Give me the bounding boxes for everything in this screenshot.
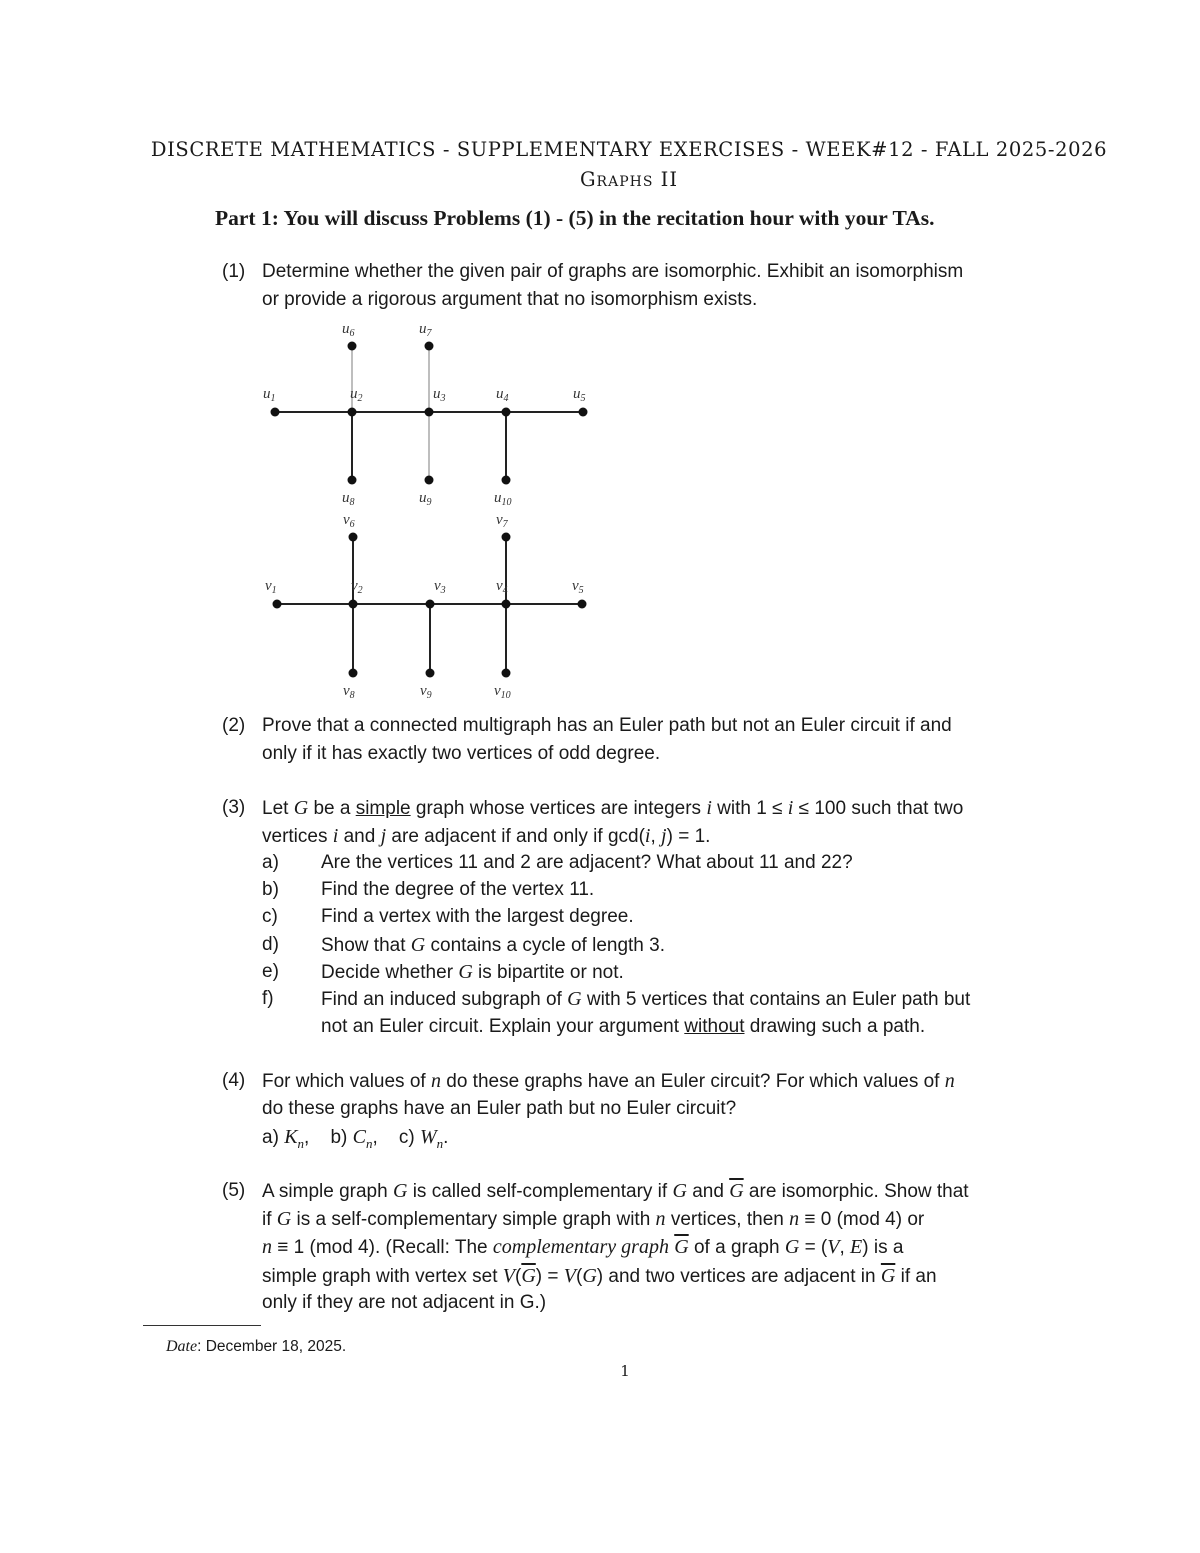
problem-1-number: (1) bbox=[222, 261, 246, 282]
problem-4-number: (4) bbox=[222, 1070, 246, 1091]
problem-3-number: (3) bbox=[222, 797, 246, 818]
v-vertex-4 bbox=[502, 600, 511, 609]
v-vertex-label-5: $v_5$ bbox=[572, 578, 584, 596]
v-vertex-label-2: $v_2$ bbox=[351, 578, 363, 596]
subtitle-text: Graphs II bbox=[579, 168, 679, 191]
problem-5-line-4: simple graph with vertex set $V(\overline{G}) = V(G)$ and two vertices are adjacent in $\overline{G}$ if an bbox=[262, 1265, 937, 1287]
u-vertex-4 bbox=[502, 408, 511, 417]
u-vertex-3 bbox=[425, 408, 434, 417]
problem-3c-text: Find a vertex with the largest degree. bbox=[321, 906, 634, 927]
v-vertex-1 bbox=[273, 600, 282, 609]
v-vertex-5 bbox=[578, 600, 587, 609]
u-vertex-label-10: $u_{10}$ bbox=[494, 490, 512, 508]
u-vertex-8 bbox=[348, 476, 357, 485]
graph-v bbox=[265, 512, 587, 701]
u-vertex-label-7: $u_7$ bbox=[419, 321, 432, 339]
v-vertex-label-3: $v_3$ bbox=[434, 578, 446, 596]
u-vertex-9 bbox=[425, 476, 434, 485]
problem-3d-text: Show that G contains a cycle of length 3. bbox=[321, 934, 665, 956]
u-vertex-label-6: $u_6$ bbox=[342, 321, 355, 339]
problem-3e-text: Decide whether G is bipartite or not. bbox=[321, 961, 624, 983]
page-number: 1 bbox=[620, 1362, 630, 1380]
simple-underlined: simple bbox=[355, 798, 411, 819]
without-underlined: without bbox=[684, 1016, 745, 1037]
footnote-date: Date: December 18, 2025. bbox=[166, 1338, 347, 1355]
problem-2-number: (2) bbox=[222, 715, 246, 736]
v-vertex-6 bbox=[349, 533, 358, 542]
v-vertex-label-6: $v_6$ bbox=[343, 512, 355, 530]
v-vertex-3 bbox=[426, 600, 435, 609]
problem-5-line-3: n ≡ 1 (mod 4). (Recall: The complementary graph $\overline{G}$ of a graph G = (V, E) is a bbox=[262, 1236, 904, 1258]
v-vertex-8 bbox=[349, 669, 358, 678]
problem-4-line-1: For which values of n do these graphs have an Euler circuit? For which values of n bbox=[262, 1070, 955, 1092]
document-title: DISCRETE MATHEMATICS - SUPPLEMENTARY EXERCISES - WEEK#12 - FALL 2025-2026 bbox=[150, 138, 1108, 161]
problem-5-line-1: A simple graph G is called self-complementary if G and $\overline{G}$ are isomorphic. Show that bbox=[262, 1180, 969, 1202]
isomorphism-figure bbox=[0, 0, 1200, 720]
problem-2-line-1: Prove that a connected multigraph has an Euler path but not an Euler circuit if and bbox=[262, 715, 952, 736]
part-heading: Part 1: You will discuss Problems (1) - (5) in the recitation hour with your TAs. bbox=[215, 206, 935, 230]
problem-5-number: (5) bbox=[222, 1180, 246, 1201]
graph-u bbox=[263, 321, 588, 508]
v-vertex-label-8: $v_8$ bbox=[343, 683, 355, 701]
problem-4-line-2: do these graphs have an Euler path but no Euler circuit? bbox=[262, 1098, 737, 1119]
v-vertex-10 bbox=[502, 669, 511, 678]
v-vertex-9 bbox=[426, 669, 435, 678]
problem-3a-text: Are the vertices 11 and 2 are adjacent? What about 11 and 22? bbox=[321, 852, 853, 873]
problem-4-line-3: a) $K_n$, b) $C_n$, c) $W_n$. bbox=[262, 1126, 449, 1151]
problem-3f-text: Find an induced subgraph of G with 5 vertices that contains an Euler path but bbox=[321, 988, 971, 1010]
problem-3-line-2: vertices i and j are adjacent if and only if gcd(i, j) = 1. bbox=[262, 825, 711, 847]
problem-3-line-1: Let G be a simple graph whose vertices are integers i with 1 ≤ i ≤ 100 such that two bbox=[262, 797, 964, 819]
problem-3d-label: d) bbox=[262, 934, 279, 955]
v-vertex-7 bbox=[502, 533, 511, 542]
u-vertex-2 bbox=[348, 408, 357, 417]
v-vertex-label-4: $v_4$ bbox=[496, 578, 508, 596]
problem-1-line-2: or provide a rigorous argument that no isomorphism exists. bbox=[262, 289, 758, 310]
v-vertex-label-1: $v_1$ bbox=[265, 578, 277, 596]
u-vertex-5 bbox=[579, 408, 588, 417]
v-vertex-label-10: $v_{10}$ bbox=[494, 683, 511, 701]
problem-3a-label: a) bbox=[262, 852, 279, 873]
v-vertex-label-7: $v_7$ bbox=[496, 512, 508, 530]
problem-5-line-2: if G is a self-complementary simple graph with n vertices, then n ≡ 0 (mod 4) or bbox=[262, 1208, 925, 1230]
u-vertex-label-2: $u_2$ bbox=[350, 386, 363, 404]
u-vertex-label-8: $u_8$ bbox=[342, 490, 355, 508]
problem-5-line-5: only if they are not adjacent in G.) bbox=[262, 1292, 547, 1313]
footnote-rule bbox=[143, 1325, 261, 1326]
v-vertex-label-9: $v_9$ bbox=[420, 683, 432, 701]
problem-3f-text-2: not an Euler circuit. Explain your argument without drawing such a path. bbox=[321, 1016, 926, 1037]
u-vertex-10 bbox=[502, 476, 511, 485]
problem-3e-label: e) bbox=[262, 961, 279, 982]
u-vertex-6 bbox=[348, 342, 357, 351]
u-vertex-label-3: $u_3$ bbox=[433, 386, 446, 404]
problem-2-line-2: only if it has exactly two vertices of odd degree. bbox=[262, 743, 661, 764]
problem-3b-text: Find the degree of the vertex 11. bbox=[321, 879, 595, 900]
problem-3c-label: c) bbox=[262, 906, 278, 927]
problem-1-line-1: Determine whether the given pair of graphs are isomorphic. Exhibit an isomorphism bbox=[262, 261, 964, 282]
u-vertex-1 bbox=[271, 408, 280, 417]
u-vertex-label-4: $u_4$ bbox=[496, 386, 509, 404]
u-vertex-label-5: $u_5$ bbox=[573, 386, 586, 404]
u-vertex-7 bbox=[425, 342, 434, 351]
problem-3b-label: b) bbox=[262, 879, 279, 900]
problem-3f-label: f) bbox=[262, 988, 274, 1009]
u-vertex-label-9: $u_9$ bbox=[419, 490, 432, 508]
v-vertex-2 bbox=[349, 600, 358, 609]
u-vertex-label-1: $u_1$ bbox=[263, 386, 276, 404]
